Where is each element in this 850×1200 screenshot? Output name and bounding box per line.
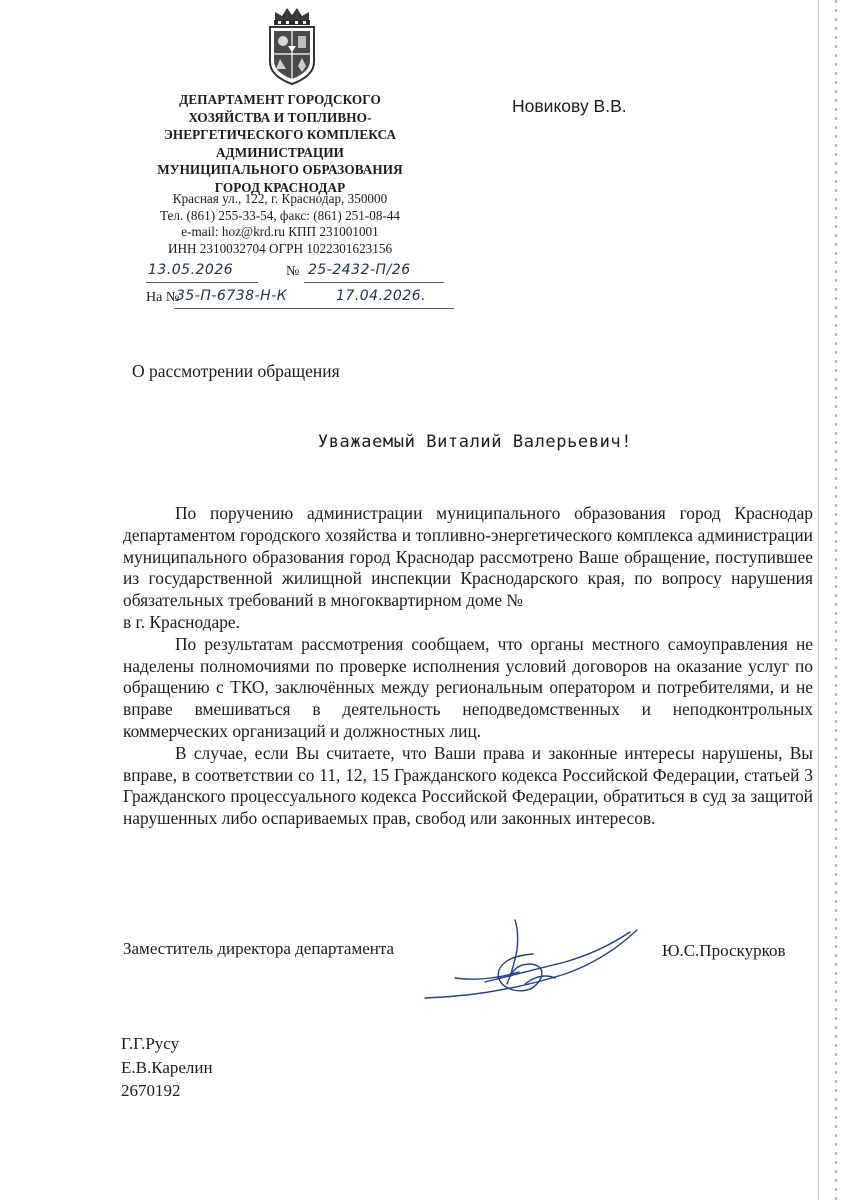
body-paragraph-1-end: в г. Краснодаре. bbox=[123, 611, 240, 632]
executor-name: Г.Г.Русу bbox=[121, 1034, 180, 1053]
letter-subject: О рассмотрении обращения bbox=[132, 361, 340, 381]
scan-edge-line bbox=[818, 0, 819, 1200]
body-paragraph-3: В случае, если Вы считаете, что Ваши права и законные интересы нарушены, Вы вправе, в соответствии со 11, 12, 15 Гражданского кодекса Российской Федерации, статьей 3 Гражданского процессуального кодекса Российской Федерации, обратиться в суд за защитой нарушенных либо оспариваемых прав, свобод или законных интересов. bbox=[123, 742, 813, 829]
greeting bbox=[0, 432, 850, 452]
org-line: МУНИЦИПАЛЬНОГО ОБРАЗОВАНИЯ bbox=[157, 162, 403, 177]
reply-underline bbox=[174, 308, 454, 309]
number-label: № bbox=[286, 264, 300, 279]
executors-list bbox=[121, 1032, 213, 1103]
signatory-position: Заместитель директора департамента bbox=[123, 939, 395, 958]
org-phone: Тел. (861) 255-33-54, факс: (861) 251-08-44 bbox=[159, 207, 401, 223]
recipient: Новикову В.В. bbox=[512, 96, 627, 116]
signatory-name: Ю.С.Проскурков bbox=[662, 941, 786, 960]
org-line: ХОЗЯЙСТВА И ТОПЛИВНО- bbox=[188, 109, 372, 125]
org-ids: ИНН 2310032704 ОГРН 1022301623156 bbox=[167, 240, 393, 256]
org-email: e-mail: hoz@krd.ru КПП 231001001 bbox=[181, 224, 379, 239]
outgoing-number: 25-2432-П/26 bbox=[308, 262, 411, 278]
scan-edge-dots bbox=[835, 0, 837, 1200]
reply-reference-line bbox=[146, 288, 466, 312]
reply-date: 17.04.2026. bbox=[336, 288, 427, 304]
body-paragraph-1: По поручению администрации муниципального образования город Краснодар департаментом городского хозяйства и топливно-энергетического комплекса администрации муниципального образования город Краснодар рассмотрено Ваше обращение, поступившее из государственной жилищной инспекции Краснодарского края, по вопросу нарушения обязательных требований в многоквартирном доме № bbox=[123, 503, 813, 611]
coat-of-arms-emblem bbox=[262, 6, 322, 86]
org-line: ДЕПАРТАМЕНТ ГОРОДСКОГО bbox=[179, 92, 381, 107]
number-underline bbox=[304, 282, 444, 283]
organization-details bbox=[130, 191, 430, 257]
greeting-text: Уважаемый Виталий Валерьевич! bbox=[317, 432, 633, 452]
org-address: Красная ул., 122, г. Краснодар, 350000 bbox=[172, 191, 388, 206]
body-paragraph-2: По результатам рассмотрения сообщаем, что органы местного самоуправления не наделены полномочиями по проверке исполнения условий договоров на оказание услуг по обращению с ТКО, заключённых между региональным оператором и потребителями, и не вправе вмешиваться в деятельность неподведомственных и неподконтрольных коммерческих организаций и должностных лиц. bbox=[123, 633, 813, 741]
outgoing-date: 13.05.2026 bbox=[148, 262, 234, 278]
org-line: ЭНЕРГЕТИЧЕСКОГО КОМПЛЕКСА bbox=[163, 127, 397, 142]
reply-number: 35-П-6738-Н-К bbox=[176, 288, 288, 304]
org-line: ГОРОД КРАСНОДАР bbox=[214, 179, 346, 195]
executor-name: Е.В.Карелин bbox=[121, 1057, 213, 1077]
handwritten-signature bbox=[415, 912, 645, 1012]
letter-body bbox=[123, 503, 813, 830]
executor-phone: 2670192 bbox=[121, 1081, 181, 1100]
org-line: АДМИНИСТРАЦИИ bbox=[215, 144, 345, 160]
organization-name bbox=[130, 91, 430, 196]
registration-line bbox=[146, 262, 446, 286]
date-underline bbox=[146, 282, 258, 283]
reply-label: На № bbox=[146, 290, 180, 305]
